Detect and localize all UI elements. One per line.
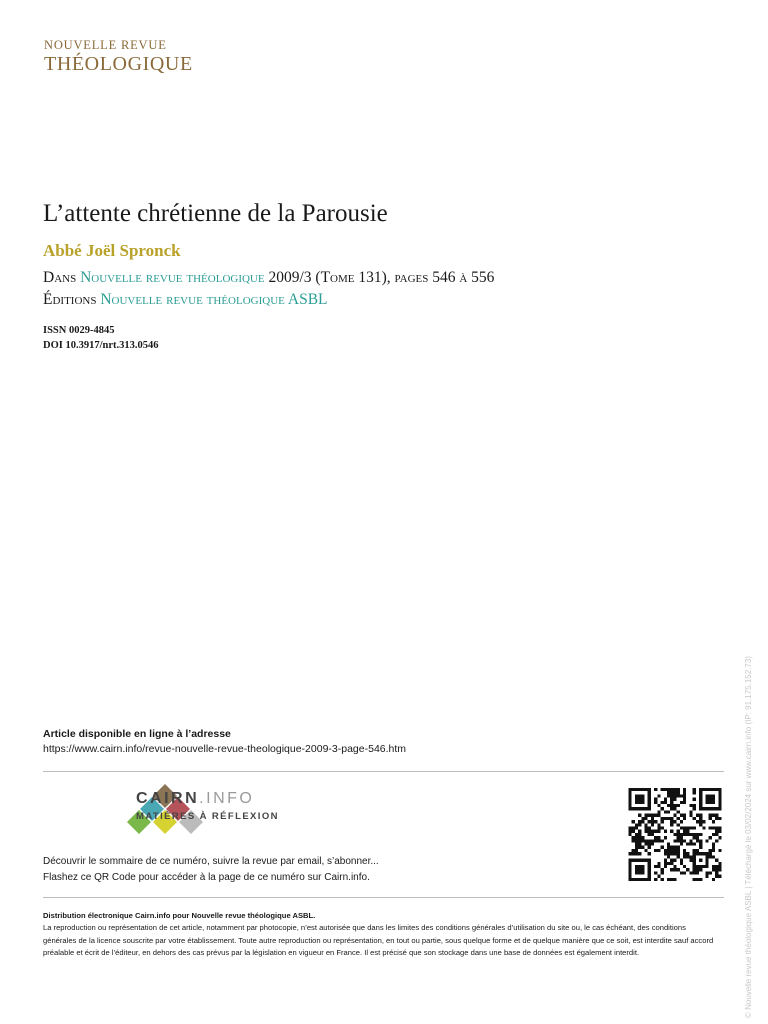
issue-info: 2009/3 (Tome 131) bbox=[268, 269, 387, 286]
article-url[interactable]: https://www.cairn.info/revue-nouvelle-revue-theologique-2009-3-page-546.htm bbox=[43, 743, 407, 755]
cairn-brand-main: CAIRN bbox=[136, 790, 200, 807]
divider-bottom bbox=[43, 897, 724, 898]
cairn-brand-name bbox=[136, 790, 279, 808]
download-watermark: © Nouvelle revue théologique ASBL | Téléchargé le 03/02/2024 sur www.cairn.info (IP: 91.175.152.73) bbox=[744, 656, 753, 1018]
editions-label: Éditions bbox=[43, 291, 97, 308]
doi: DOI 10.3917/nrt.313.0546 bbox=[43, 340, 159, 351]
article-author[interactable]: Abbé Joël Spronck bbox=[43, 241, 181, 260]
availability-heading: Article disponible en ligne à l’adresse bbox=[43, 728, 231, 740]
legal-notice bbox=[43, 910, 719, 960]
logo-line-2: THÉOLOGIQUE bbox=[44, 53, 193, 75]
qr-code-icon[interactable] bbox=[626, 788, 724, 881]
publisher-link[interactable]: Nouvelle revue théologique ASBL bbox=[100, 291, 328, 308]
cairn-brand bbox=[136, 790, 279, 822]
divider-top bbox=[43, 771, 724, 772]
journal-logo bbox=[44, 38, 193, 76]
discover-line-1: Découvrir le sommaire de ce numéro, suivre la revue par email, s’abonner... bbox=[43, 856, 379, 867]
publisher-line bbox=[43, 291, 328, 309]
availability-block bbox=[43, 727, 406, 757]
legal-body: La reproduction ou représentation de cet article, notamment par photocopie, n’est autorisée que dans les limites des conditions générales d’utilisation du site ou, le cas échéant, des conditions générales de la licence souscrite par votre établissement. Toute autre reproduction ou représentation, en tout ou partie, sous quelque forme et de quelque manière que ce soit, est interdite sauf accord préalable et écrit de l’éditeur, en dehors des cas prévus par la législation en vigueur en France. Il est précisé que son stockage dans une base de données est également interdit. bbox=[43, 923, 714, 958]
logo-line-1: NOUVELLE REVUE bbox=[44, 38, 167, 52]
identifiers bbox=[43, 323, 159, 353]
issn: ISSN 0029-4845 bbox=[43, 325, 115, 336]
publication-line bbox=[43, 269, 494, 287]
pages-info: , pages 546 à 556 bbox=[386, 269, 495, 286]
journal-link[interactable]: Nouvelle revue théologique bbox=[80, 269, 265, 286]
discover-line-2: Flashez ce QR Code pour accéder à la page de ce numéro sur Cairn.info. bbox=[43, 872, 370, 883]
cairn-tagline: MATIÈRES À RÉFLEXION bbox=[136, 811, 279, 822]
article-title: L’attente chrétienne de la Parousie bbox=[43, 200, 388, 227]
discover-text bbox=[43, 854, 379, 886]
legal-heading: Distribution électronique Cairn.info pour Nouvelle revue théologique ASBL. bbox=[43, 911, 316, 920]
dans-label: Dans bbox=[43, 269, 77, 286]
cairn-brand-suffix: .INFO bbox=[199, 790, 255, 807]
